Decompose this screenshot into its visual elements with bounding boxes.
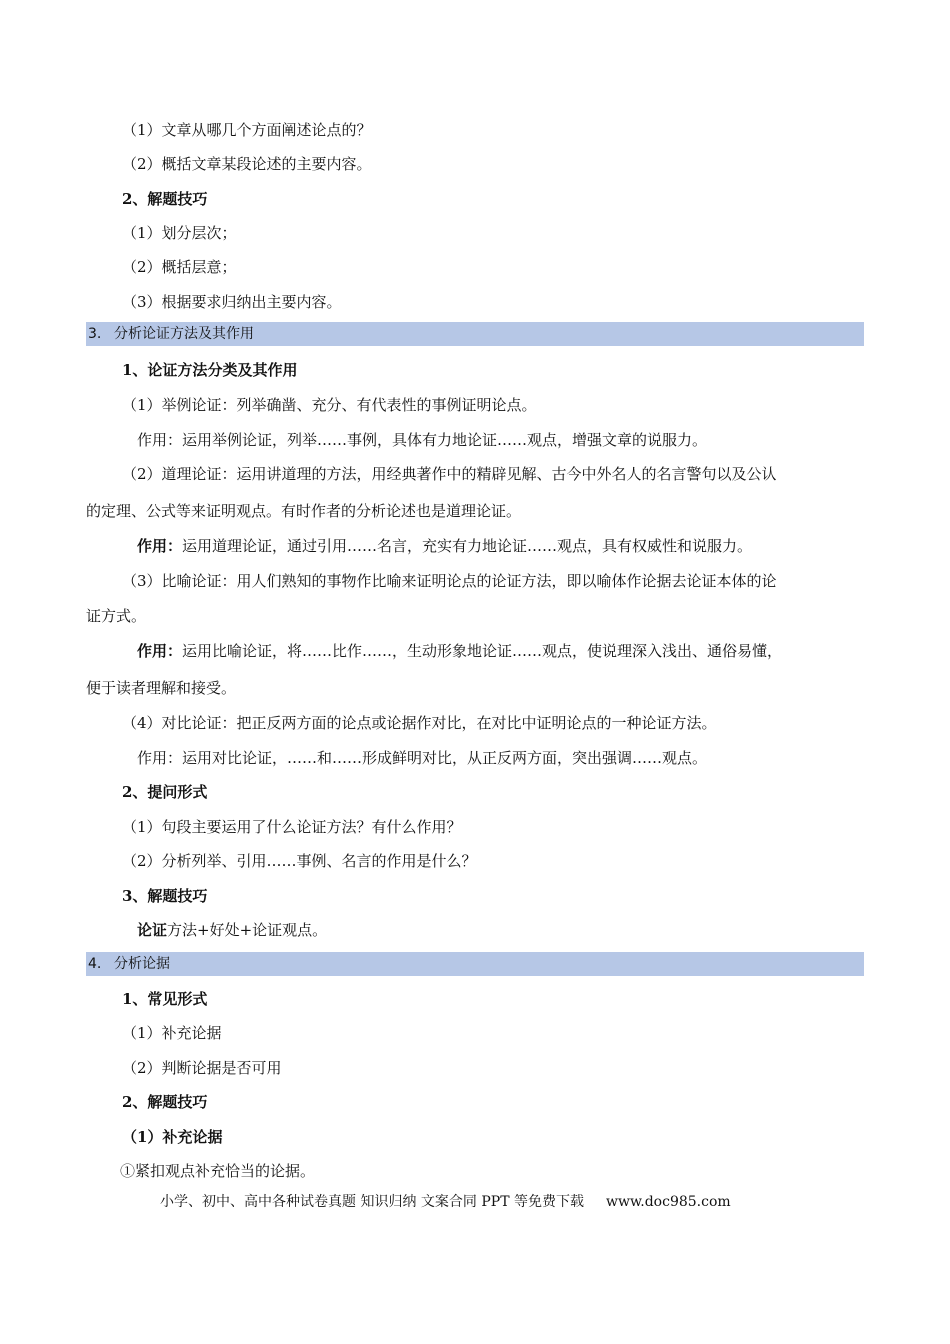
s3-tip-bold: 论证: [137, 921, 168, 939]
section-4-title: 分析论据: [114, 956, 170, 972]
method-4-effect: 作用：运用对比论证，……和……形成鲜明对比，从正反两方面，突出强调……观点。: [137, 749, 708, 767]
s4-skill-1: （1）补充论据: [122, 1128, 223, 1146]
s3-subheading-1: 1、论证方法分类及其作用: [122, 361, 298, 379]
s3-tip-rest: 方法+好处+论证观点。: [167, 921, 328, 939]
s4-subheading-2: 2、解题技巧: [122, 1093, 208, 1111]
tips-heading: 2、解题技巧: [122, 190, 208, 208]
method-2-effect-label: 作用：: [137, 537, 183, 555]
method-4: （4）对比论证：把正反两方面的论点或论据作对比，在对比中证明论点的一种论证方法。: [122, 714, 717, 732]
method-3-effect-label: 作用：: [137, 642, 183, 660]
section-3-number: 3.: [88, 326, 102, 342]
s4-skill-1-item: ①紧扣观点补充恰当的论据。: [120, 1162, 316, 1180]
s3-subheading-2: 2、提问形式: [122, 783, 208, 801]
section-4-header: [86, 952, 864, 976]
page-footer: [160, 1192, 731, 1212]
tip-3: （3）根据要求归纳出主要内容。: [122, 293, 342, 311]
s3-question-1: （1）句段主要运用了什么论证方法？有什么作用？: [122, 818, 462, 836]
s3-tip: [137, 920, 327, 940]
footer-url[interactable]: www.doc985.com: [605, 1194, 731, 1210]
method-2-line-1: （2）道理论证：运用讲道理的方法，用经典著作中的精辟见解、古今中外名人的名言警句以及公认: [122, 465, 777, 483]
footer-text: 小学、初中、高中各种试卷真题 知识归纳 文案合同 PPT 等免费下载: [160, 1194, 584, 1210]
method-2-effect-text: 运用道理论证，通过引用……名言，充实有力地论证……观点，具有权威性和说服力。: [182, 537, 753, 555]
section-3-header: [86, 322, 864, 346]
method-1-effect: 作用：运用举例论证，列举……事例，具体有力地论证……观点，增强文章的说服力。: [137, 431, 708, 449]
section-4-number: 4.: [88, 956, 102, 972]
method-2-effect: [137, 536, 752, 556]
method-3-effect-line-1: [137, 641, 782, 661]
method-1: （1）举例论证：列举确凿、充分、有代表性的事例证明论点。: [122, 396, 537, 414]
tip-1: （1）划分层次；: [122, 224, 237, 242]
tip-2: （2）概括层意；: [122, 258, 237, 276]
method-3-line-1: （3）比喻论证：用人们熟知的事物作比喻来证明论点的论证方法，即以喻体作论据去论证本体的论: [122, 572, 777, 590]
s4-form-1: （1）补充论据: [122, 1024, 222, 1042]
method-3-line-2: 证方式。: [86, 607, 147, 625]
question-2: （2）概括文章某段论述的主要内容。: [122, 155, 372, 173]
method-3-effect-text: 运用比喻论证，将……比作……，生动形象地论证……观点，使说理深入浅出、通俗易懂，: [182, 642, 783, 660]
method-2-line-2: 的定理、公式等来证明观点。有时作者的分析论述也是道理论证。: [86, 502, 522, 520]
s4-subheading-1: 1、常见形式: [122, 990, 208, 1008]
section-3-title: 分析论证方法及其作用: [114, 326, 254, 342]
s4-form-2: （2）判断论据是否可用: [122, 1059, 282, 1077]
s3-subheading-3: 3、解题技巧: [122, 887, 208, 905]
s3-question-2: （2）分析列举、引用……事例、名言的作用是什么？: [122, 852, 477, 870]
method-3-effect-line-2: 便于读者理解和接受。: [86, 679, 237, 697]
question-1: （1）文章从哪几个方面阐述论点的？: [122, 121, 372, 139]
